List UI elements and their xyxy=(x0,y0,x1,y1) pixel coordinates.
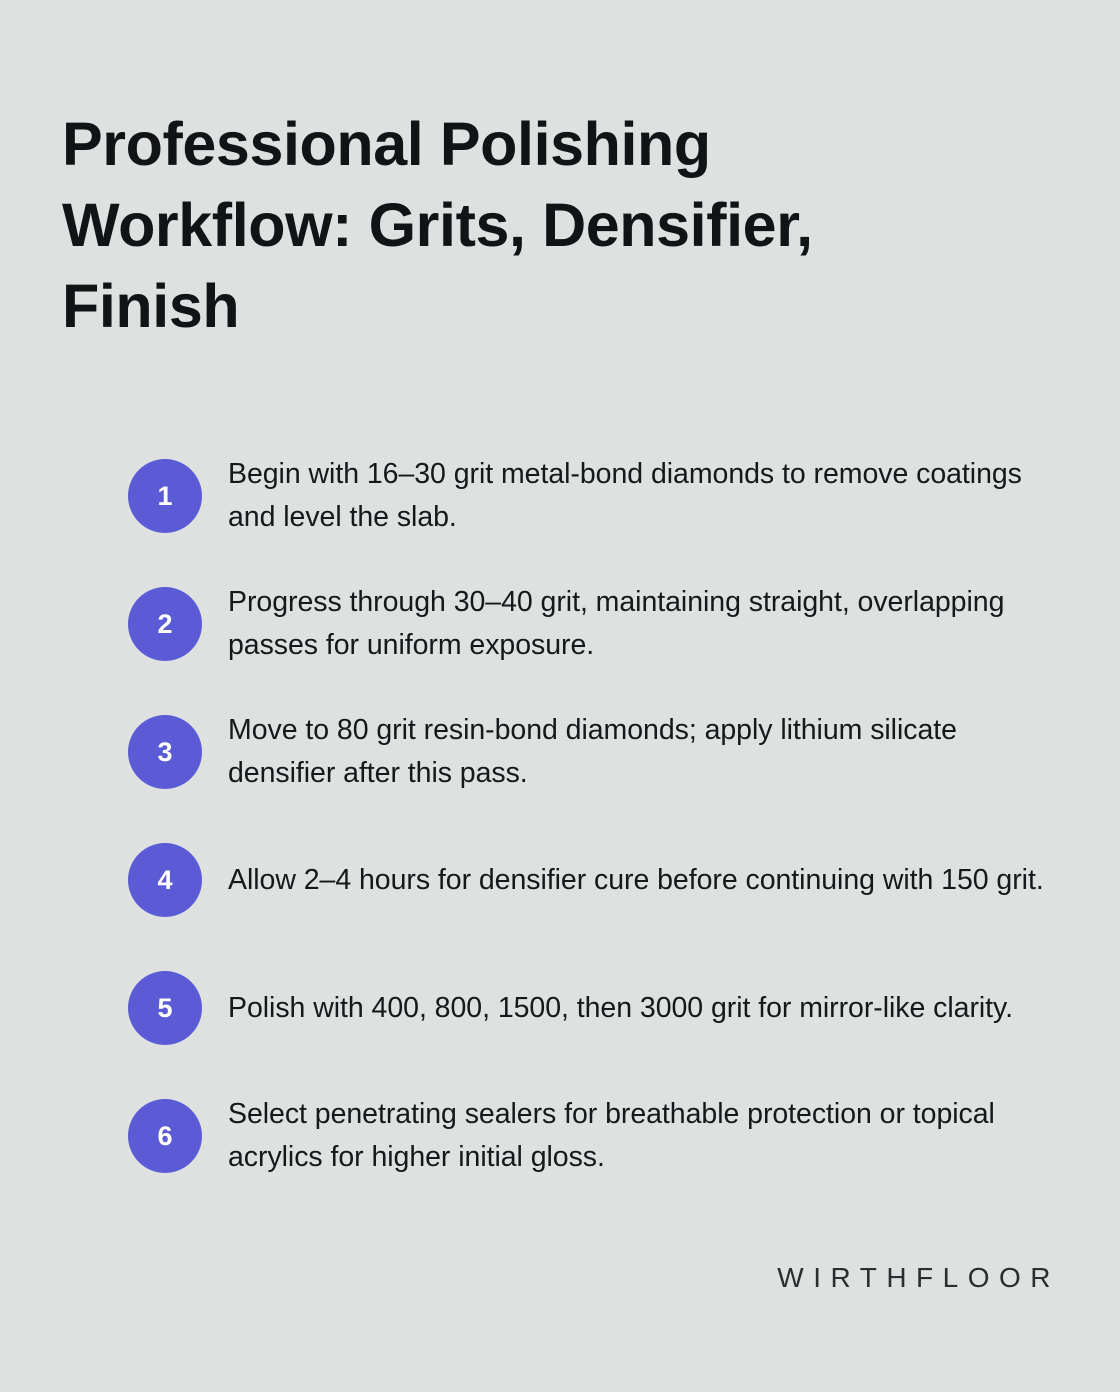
footer xyxy=(777,1262,1060,1294)
step-number-badge: 3 xyxy=(128,715,202,789)
step-number-badge: 4 xyxy=(128,843,202,917)
steps-list xyxy=(128,453,1058,1179)
step-description: Begin with 16–30 grit metal-bond diamonds to remove coatings and level the slab. xyxy=(228,458,1022,533)
page-title-container xyxy=(62,104,962,347)
list-item xyxy=(128,453,1058,539)
brand-logo: WIRTHFLOOR xyxy=(777,1262,1060,1293)
page-title: Professional Polishing Workflow: Grits, Densifier, Finish xyxy=(62,110,813,340)
step-number-badge: 6 xyxy=(128,1099,202,1173)
list-item xyxy=(128,709,1058,795)
step-description: Allow 2–4 hours for densifier cure before continuing with 150 grit. xyxy=(228,863,1044,896)
step-description: Select penetrating sealers for breathable protection or topical acrylics for higher initial gloss. xyxy=(228,1098,995,1173)
step-number-badge: 2 xyxy=(128,587,202,661)
step-description: Progress through 30–40 grit, maintaining straight, overlapping passes for uniform exposure. xyxy=(228,586,1005,661)
step-number-badge: 1 xyxy=(128,459,202,533)
list-item xyxy=(128,837,1058,923)
step-number-badge: 5 xyxy=(128,971,202,1045)
list-item xyxy=(128,965,1058,1051)
step-description: Move to 80 grit resin-bond diamonds; apply lithium silicate densifier after this pass. xyxy=(228,714,957,789)
list-item xyxy=(128,581,1058,667)
list-item xyxy=(128,1093,1058,1179)
step-description: Polish with 400, 800, 1500, then 3000 grit for mirror-like clarity. xyxy=(228,991,1013,1024)
